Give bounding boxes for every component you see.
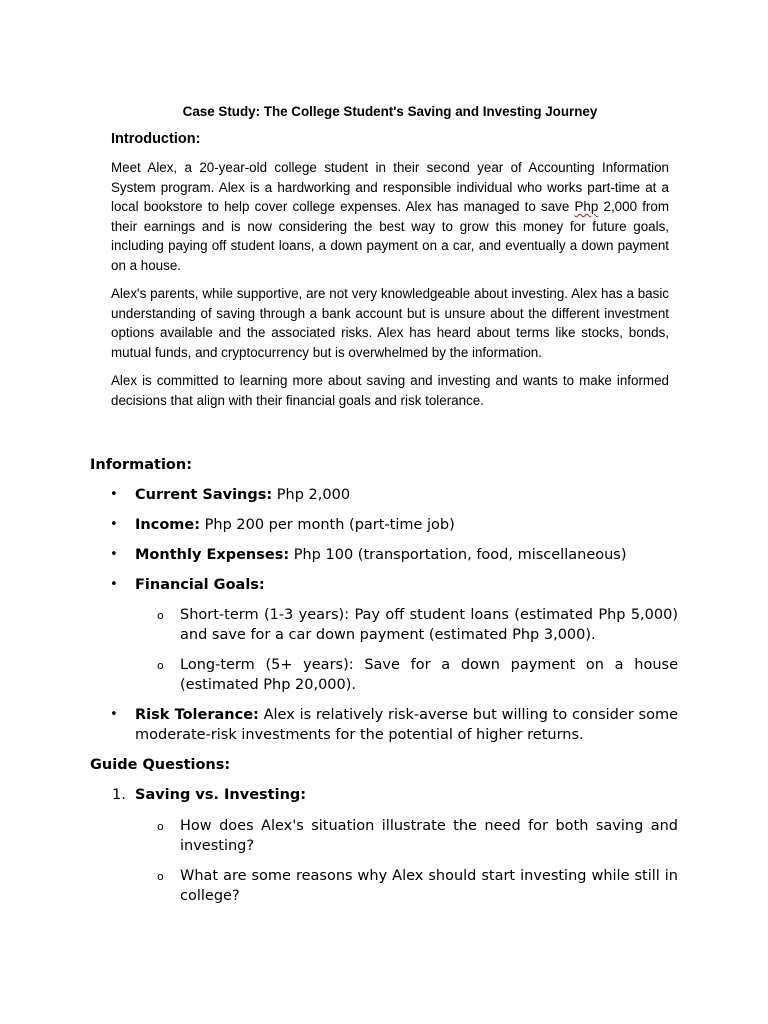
information-section <box>90 455 678 916</box>
bullet-marker: • <box>110 487 118 502</box>
intro-paragraph-2: Alex's parents, while supportive, are not very knowledgeable about investing. Alex has a basic understanding of saving through a bank account but is unsure about the different investment options available and the associated risks. Alex has heard about terms like stocks, bonds, mutual funds, and cryptocurrency but is overwhelmed by the information. <box>111 286 669 360</box>
info-item-income <box>90 515 678 535</box>
intro-paragraph-3: Alex is committed to learning more about saving and investing and wants to make informed decisions that align with their financial goals and risk tolerance. <box>111 373 669 408</box>
intro-p1-text-a: Meet Alex, a 20-year-old college student in their second year of Accounting Information System program. Alex is a hardworking and responsible individual who works part-time at a local bookstore to help cover college expenses. Alex has managed to save <box>111 160 669 214</box>
info-label: Risk Tolerance: <box>135 707 259 723</box>
question-sub-item <box>135 816 678 856</box>
goal-long-term <box>135 655 678 695</box>
information-heading: Information: <box>90 457 193 473</box>
case-study-section <box>111 102 669 419</box>
info-item-expenses <box>90 545 678 565</box>
info-item-savings <box>90 485 678 505</box>
sub-bullet-marker: o <box>157 820 164 833</box>
question-item <box>90 785 678 906</box>
sub-bullet-marker: o <box>157 609 164 622</box>
case-study-title: Case Study: The College Student's Saving and Investing Journey <box>182 104 598 119</box>
info-label: Income: <box>135 517 201 533</box>
goals-sublist <box>135 605 678 695</box>
info-label: Financial Goals: <box>135 577 265 593</box>
bullet-marker: • <box>110 577 118 592</box>
intro-paragraph-1 <box>111 158 669 275</box>
guide-questions-list <box>90 785 678 906</box>
question-sublist <box>135 816 678 906</box>
question-sub-text: How does Alex's situation illustrate the need for both saving and investing? <box>180 818 678 854</box>
info-value: Php 100 (transportation, food, miscellaneous) <box>289 547 627 563</box>
info-value: Php 2,000 <box>272 487 351 503</box>
goal-text: Short-term (1-3 years): Pay off student loans (estimated Php 5,000) and save for a car down payment (estimated Php 3,000). <box>180 607 678 643</box>
spellcheck-word-php: Php <box>574 199 599 214</box>
goal-short-term <box>135 605 678 645</box>
info-value: Alex is relatively risk-averse but willing to consider some moderate-risk investments for the potential of higher returns. <box>135 707 678 743</box>
guide-questions-heading: Guide Questions: <box>90 757 231 773</box>
info-value: Php 200 per month (part-time job) <box>200 517 455 533</box>
question-number: 1. <box>112 787 126 803</box>
info-item-goals <box>90 575 678 695</box>
information-list <box>90 485 678 745</box>
goal-text: Long-term (5+ years): Save for a down payment on a house (estimated Php 20,000). <box>180 657 678 693</box>
bullet-marker: • <box>110 517 118 532</box>
intro-p1-text-b: 2,000 from their earnings and is now considering the best way to grow this money for future goals, including paying off student loans, a down payment on a car, and eventually a down payment on a house. <box>111 199 669 273</box>
sub-bullet-marker: o <box>157 870 164 883</box>
sub-bullet-marker: o <box>157 659 164 672</box>
info-label: Current Savings: <box>135 487 273 503</box>
info-item-risk <box>90 705 678 745</box>
info-label: Monthly Expenses: <box>135 547 290 563</box>
question-sub-text: What are some reasons why Alex should start investing while still in college? <box>180 868 678 904</box>
question-sub-item <box>135 866 678 906</box>
introduction-heading: Introduction: <box>111 130 201 147</box>
bullet-marker: • <box>110 707 118 722</box>
bullet-marker: • <box>110 547 118 562</box>
question-title: Saving vs. Investing: <box>135 787 307 803</box>
